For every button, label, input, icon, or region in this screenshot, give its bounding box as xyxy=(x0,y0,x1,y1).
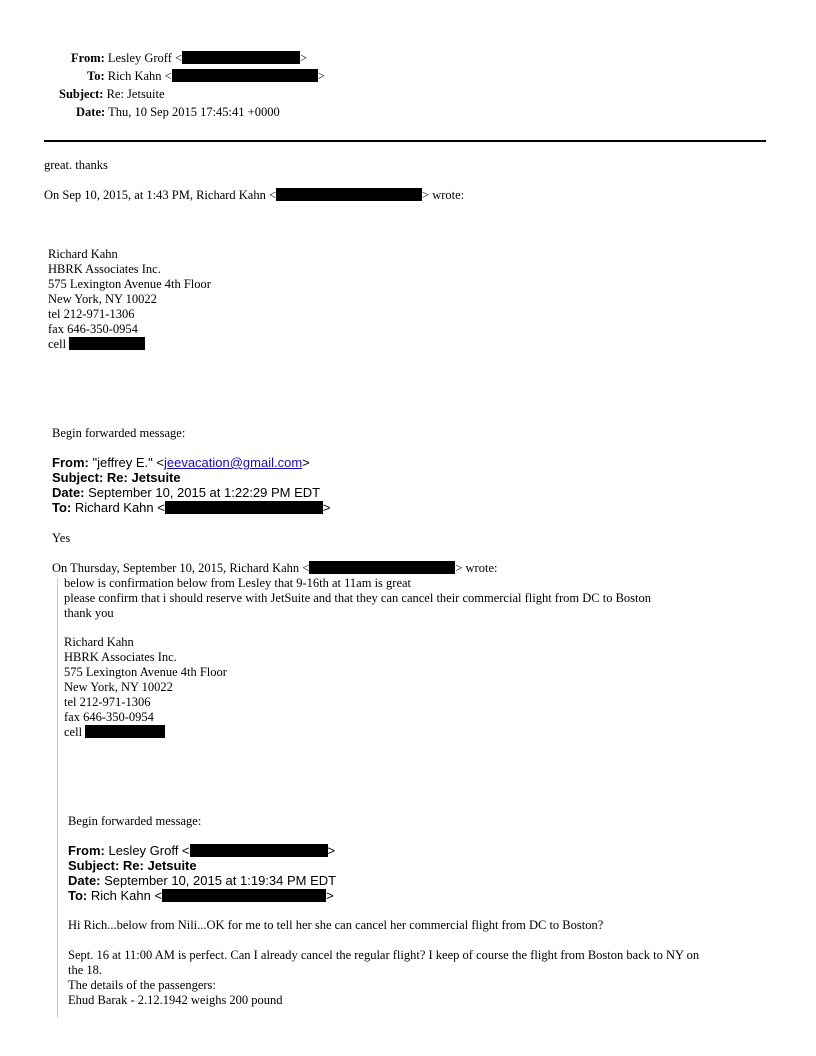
redaction-box xyxy=(85,725,165,738)
redaction-box xyxy=(190,844,328,857)
reply-text: great. thanks xyxy=(44,158,108,172)
signature-name: Richard Kahn xyxy=(64,635,134,649)
forward-date xyxy=(52,485,320,500)
quoted-line: thank you xyxy=(64,606,114,620)
forward-subject-value: Re: Jetsuite xyxy=(122,858,197,873)
signature-address: 575 Lexington Avenue 4th Floor xyxy=(64,665,227,679)
header-to-close: > xyxy=(317,69,325,83)
forward-to-value: Richard Kahn < xyxy=(74,500,165,515)
forward-from-label: From: xyxy=(68,843,105,858)
forward-subject-value: Re: Jetsuite xyxy=(106,470,181,485)
forward-to-label: To: xyxy=(52,500,72,515)
signature-cell-label: cell xyxy=(64,725,83,739)
forward-message-body xyxy=(68,948,699,1008)
quoted-line: below is confirmation below from Lesley that 9-16th at 11am is great xyxy=(64,576,412,590)
signature-fax: fax 646-350-0954 xyxy=(48,322,138,336)
forward-from-value: "jeffrey E." < xyxy=(92,455,164,470)
quoted-line: please confirm that i should reserve with JetSuite and that they can cancel their commercial flight from DC to Boston xyxy=(64,591,651,605)
forward-date-label: Date: xyxy=(52,485,85,500)
header-from-value: Lesley Groff < xyxy=(107,51,183,65)
forward-to xyxy=(68,888,334,903)
forward-message-line: the 18. xyxy=(68,963,103,977)
signature-fax: fax 646-350-0954 xyxy=(64,710,154,724)
forward-date-value: September 10, 2015 at 1:22:29 PM EDT xyxy=(88,485,321,500)
forward-attribution-suffix: > wrote: xyxy=(455,561,498,575)
redaction-box xyxy=(162,889,326,902)
forward-from xyxy=(52,455,310,470)
redaction-box xyxy=(276,188,422,201)
forward-date xyxy=(68,873,336,888)
header-subject-value: Re: Jetsuite xyxy=(106,87,165,101)
redaction-box xyxy=(165,501,323,514)
header-to xyxy=(87,69,325,84)
forward-reply: Yes xyxy=(52,531,71,545)
forward-message-line: The details of the passengers: xyxy=(68,978,216,992)
header-date-value: Thu, 10 Sep 2015 17:45:41 +0000 xyxy=(108,105,280,119)
header-subject xyxy=(59,87,165,102)
forward-date-value: September 10, 2015 at 1:19:34 PM EDT xyxy=(104,873,337,888)
forward-to xyxy=(52,500,330,515)
signature-cell xyxy=(64,725,227,740)
email-link[interactable]: jeevacation@gmail.com xyxy=(163,455,303,470)
header-from-label: From: xyxy=(71,51,105,65)
forward-date-label: Date: xyxy=(68,873,101,888)
signature-tel: tel 212-971-1306 xyxy=(64,695,151,709)
header-subject-label: Subject: xyxy=(59,87,104,101)
redaction-box xyxy=(69,337,145,350)
forward-subject-label: Subject: xyxy=(52,470,104,485)
forward-to-value: Rich Kahn < xyxy=(90,888,163,903)
reply-attribution-suffix: > wrote: xyxy=(422,188,465,202)
forward-attribution-prefix: On Thursday, September 10, 2015, Richard Kahn < xyxy=(52,561,310,575)
forward-to-label: To: xyxy=(68,888,88,903)
signature-tel: tel 212-971-1306 xyxy=(48,307,135,321)
header-from-close: > xyxy=(300,51,308,65)
header-date-label: Date: xyxy=(76,105,106,119)
forward-from xyxy=(68,843,335,858)
header-divider xyxy=(44,140,766,142)
forward-to-close: > xyxy=(322,500,331,515)
signature-name: Richard Kahn xyxy=(48,247,118,261)
forward-subject-label: Subject: xyxy=(68,858,120,873)
forward-intro: Begin forwarded message: xyxy=(68,814,202,828)
reply-attribution xyxy=(44,188,464,203)
redaction-box xyxy=(182,51,300,64)
forward-message-line: Hi Rich...below from Nili...OK for me to tell her she can cancel her commercial flight from DC to Boston? xyxy=(68,918,604,932)
quoted-message xyxy=(64,576,651,621)
signature-cell xyxy=(48,337,211,352)
signature-company: HBRK Associates Inc. xyxy=(64,650,177,664)
forward-to-close: > xyxy=(326,888,334,903)
forward-from-value: Lesley Groff < xyxy=(108,843,190,858)
signature-address: 575 Lexington Avenue 4th Floor xyxy=(48,277,211,291)
quote-bar xyxy=(57,578,58,1018)
forward-message-line: Sept. 16 at 11:00 AM is perfect. Can I already cancel the regular flight? I keep of course the flight from Boston back to NY on xyxy=(68,948,700,962)
header-from xyxy=(71,51,307,66)
header-date xyxy=(76,105,280,120)
signature-block xyxy=(64,635,227,740)
redaction-box xyxy=(309,561,455,574)
header-to-label: To: xyxy=(87,69,105,83)
forward-message-line: Ehud Barak - 2.12.1942 weighs 200 pound xyxy=(68,993,283,1007)
forward-subject xyxy=(68,858,197,873)
forward-from-close: > xyxy=(327,843,336,858)
signature-company: HBRK Associates Inc. xyxy=(48,262,161,276)
signature-city: New York, NY 10022 xyxy=(48,292,157,306)
reply-attribution-prefix: On Sep 10, 2015, at 1:43 PM, Richard Kahn < xyxy=(44,188,277,202)
signature-block xyxy=(48,247,211,352)
forward-subject xyxy=(52,470,181,485)
forward-intro: Begin forwarded message: xyxy=(52,426,186,440)
redaction-box xyxy=(172,69,318,82)
header-to-value: Rich Kahn < xyxy=(107,69,172,83)
forward-from-close: > xyxy=(302,455,310,470)
signature-city: New York, NY 10022 xyxy=(64,680,173,694)
forward-from-label: From: xyxy=(52,455,89,470)
signature-cell-label: cell xyxy=(48,337,67,351)
forward-attribution xyxy=(52,561,497,576)
